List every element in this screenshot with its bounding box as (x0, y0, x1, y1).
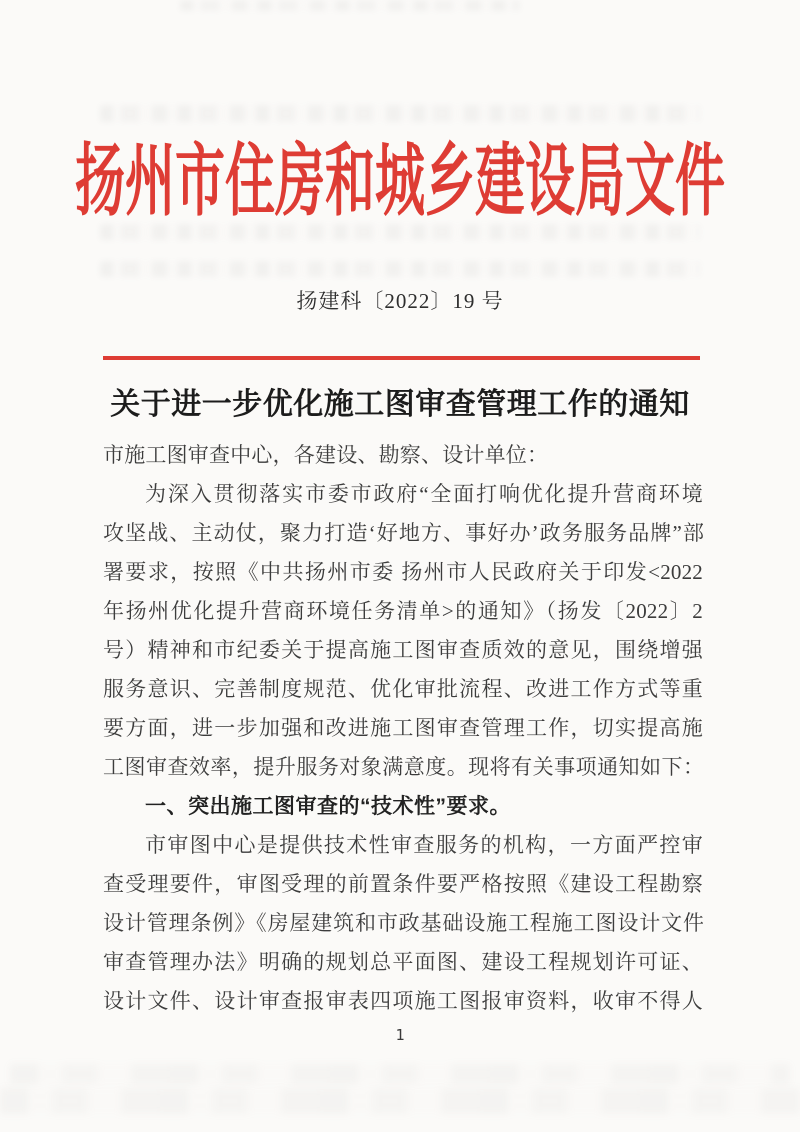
red-separator-rule (103, 356, 700, 360)
document-number: 扬建科〔2022〕19 号 (296, 289, 504, 313)
section-heading: 一、突出施工图审查的“技术性”要求。 (145, 795, 511, 818)
body-line: 号）精神和市纪委关于提高施工图审查质效的意见，围绕增强 (103, 638, 703, 662)
body-line: 查受理要件，审图受理的前置条件要严格按照《建设工程勘察 (103, 872, 703, 896)
body-line: 为深入贯彻落实市委市政府“全面打响优化提升营商环境 (145, 482, 703, 506)
body-line: 署要求，按照《中共扬州市委 扬州市人民政府关于印发<2022 (103, 560, 703, 584)
body-line: 市施工图审查中心，各建设、勘察、设计单位： (103, 443, 549, 467)
body-line: 攻坚战、主动仗，聚力打造‘好地方、事好办’政务服务品牌”部 (103, 521, 703, 545)
body-line: 工图审查效率，提升服务对象满意度。现将有关事项通知如下： (103, 755, 703, 779)
document-title: 关于进一步优化施工图审查管理工作的通知 (110, 388, 690, 421)
document-body (103, 436, 703, 1021)
bleed-through-line (100, 261, 700, 277)
body-line: 年扬州优化提升营商环境任务清单>的通知》（扬发〔2022〕2 (103, 599, 703, 623)
body-line: 服务意识、完善制度规范、优化审批流程、改进工作方式等重 (103, 677, 703, 701)
bleed-through-line (180, 0, 520, 11)
body-line: 要方面，进一步加强和改进施工图审查管理工作，切实提高施 (103, 716, 703, 740)
page-number: 1 (395, 1026, 405, 1044)
body-line: 审查管理办法》明确的规划总平面图、建设工程规划许可证、 (103, 950, 703, 974)
body-line: 设计管理条例》《房屋建筑和市政基础设施工程施工图设计文件 (103, 911, 703, 935)
bleed-through-area (10, 1064, 790, 1084)
bleed-through-area (0, 1088, 800, 1114)
body-line: 设计文件、设计审查报审表四项施工图报审资料，收审不得人 (103, 989, 703, 1013)
body-line: 市审图中心是提供技术性审查服务的机构，一方面严控审 (145, 833, 703, 857)
letterhead-org-title: 扬州市住房和城乡建设局文件 (75, 136, 725, 226)
